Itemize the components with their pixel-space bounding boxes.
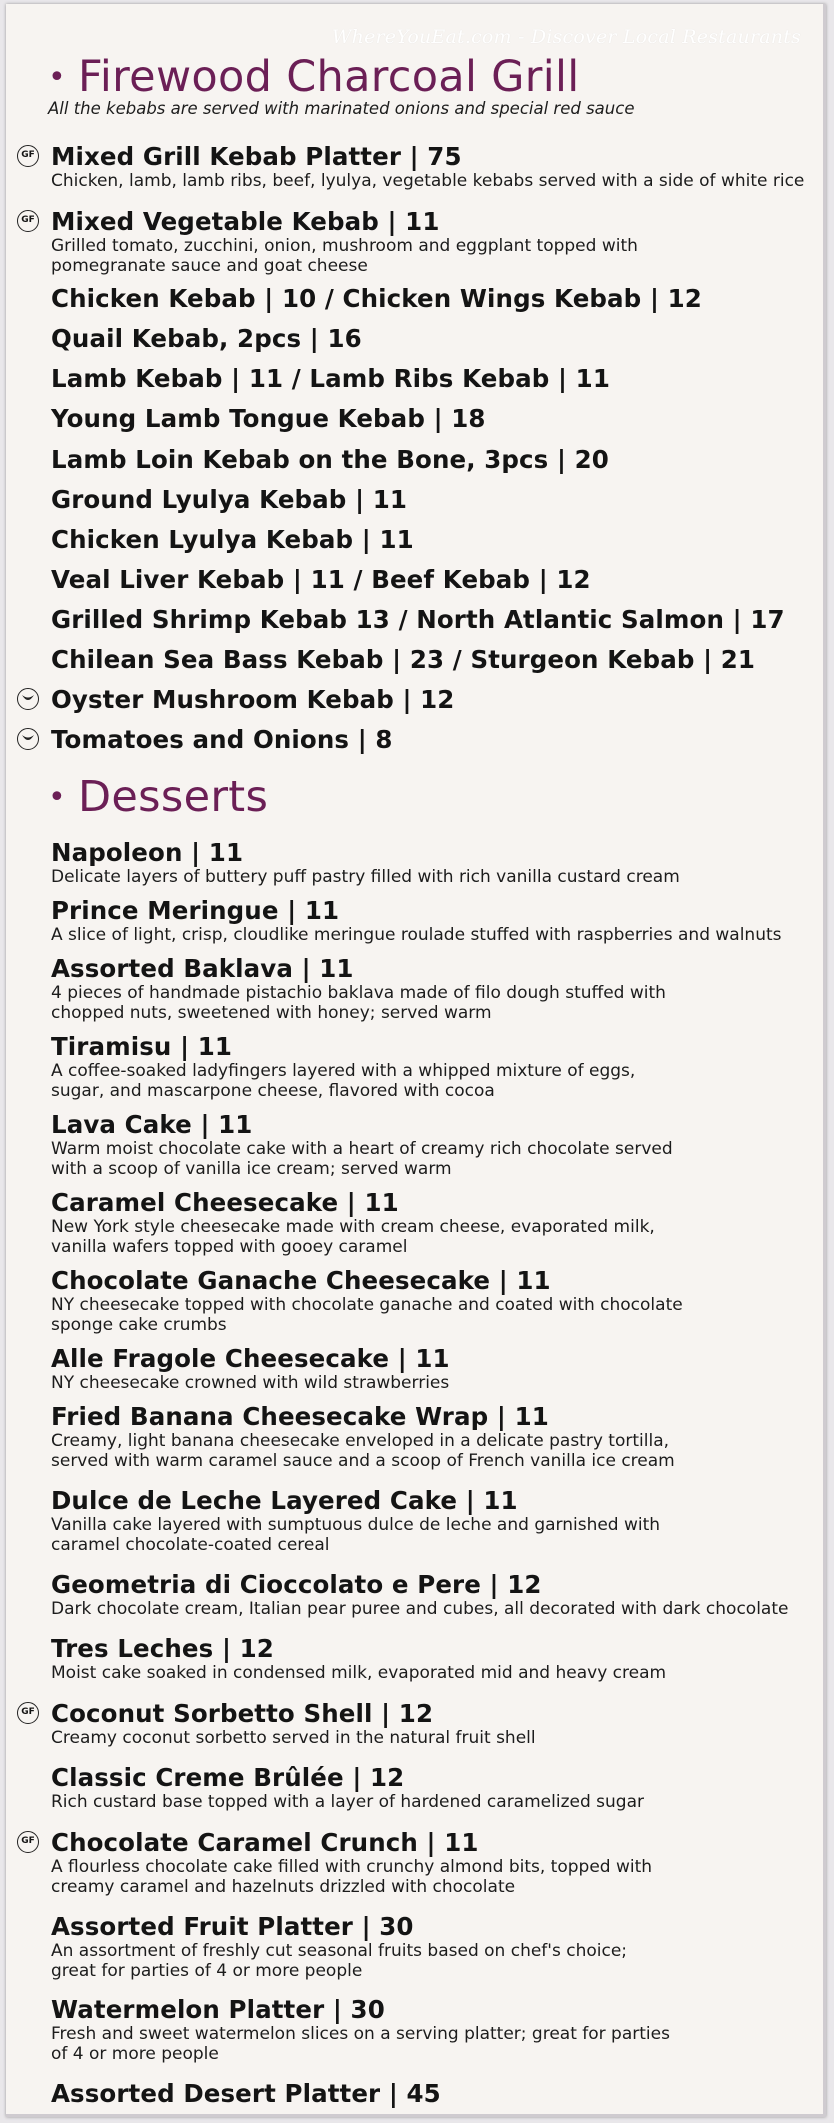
watermark: WhereYouEat.com - Discover Local Restaurants	[331, 26, 801, 48]
menu-item-chicken-lyulya	[51, 525, 813, 554]
menu-item-chicken-kebab	[51, 284, 813, 313]
item-description-line-2: of 4 or more people	[51, 2044, 219, 2064]
item-name: Dulce de Leche Layered Cake | 11	[51, 1486, 518, 1515]
item-name: Chilean Sea Bass Kebab | 23 / Sturgeon Kebab | 21	[51, 645, 756, 674]
menu-item-lava-cake	[51, 1110, 813, 1179]
item-description-line-2: caramel chocolate-coated cereal	[51, 1535, 330, 1555]
item-name: Caramel Cheesecake | 11	[51, 1188, 399, 1217]
item-description-line-2: sugar, and mascarpone cheese, flavored with cocoa	[51, 1081, 495, 1101]
item-name: Assorted Desert Platter | 45	[51, 2079, 441, 2108]
item-description-line-2: pomegranate sauce and goat cheese	[51, 256, 368, 276]
section-subtitle-grill: All the kebabs are served with marinated onions and special red sauce	[48, 99, 635, 118]
item-description: Vanilla cake layered with sumptuous dulce de leche and garnished with	[51, 1515, 661, 1535]
item-description: Fresh and sweet watermelon slices on a serving platter; great for parties	[51, 2024, 670, 2044]
item-description-line-2: great for parties of 4 or more people	[51, 1961, 363, 1981]
item-name: Chocolate Ganache Cheesecake | 11	[51, 1266, 551, 1295]
menu-item-veal-liver	[51, 565, 813, 594]
item-name: Napoleon | 11	[51, 838, 244, 867]
item-name: Fried Banana Cheesecake Wrap | 11	[51, 1402, 549, 1431]
section-title-grill-text: Firewood Charcoal Grill	[78, 52, 580, 102]
item-name: Chicken Lyulya Kebab | 11	[51, 525, 414, 554]
item-description: Delicate layers of buttery puff pastry filled with rich vanilla custard cream	[51, 867, 680, 887]
item-description: A flourless chocolate cake filled with crunchy almond bits, topped with	[51, 1857, 653, 1877]
item-description-line-2: chopped nuts, sweetened with honey; served warm	[51, 1003, 492, 1023]
item-name: Lava Cake | 11	[51, 1110, 253, 1139]
menu-item-creme-brulee	[51, 1763, 813, 1812]
item-description-line-2: sponge cake crumbs	[51, 1315, 227, 1335]
menu-item-mixed-vegetable	[21, 207, 813, 276]
item-name: Lamb Kebab | 11 / Lamb Ribs Kebab | 11	[51, 364, 610, 393]
item-description: A slice of light, crisp, cloudlike meringue roulade stuffed with raspberries and walnuts	[51, 925, 782, 945]
item-name: Grilled Shrimp Kebab 13 / North Atlantic Salmon | 17	[51, 605, 785, 634]
menu-page	[6, 4, 826, 2117]
gluten-free-icon: GF	[17, 1831, 39, 1853]
item-description: NY cheesecake crowned with wild strawberries	[51, 1373, 450, 1393]
item-name: Chicken Kebab | 10 / Chicken Wings Kebab | 12	[51, 284, 702, 313]
menu-item-tiramisu	[51, 1032, 813, 1101]
item-description: Chicken, lamb, lamb ribs, beef, lyulya, vegetable kebabs served with a side of white rice	[51, 171, 805, 191]
gluten-free-icon: GF	[17, 145, 39, 167]
item-description: New York style cheesecake made with cream cheese, evaporated milk,	[51, 1217, 655, 1237]
menu-item-watermelon-platter	[51, 1995, 813, 2064]
menu-item-tomatoes-onions	[51, 725, 813, 754]
section-bullet: •	[48, 60, 66, 95]
item-name: Coconut Sorbetto Shell | 12	[51, 1699, 434, 1728]
item-name: Young Lamb Tongue Kebab | 18	[51, 404, 486, 433]
item-name: Classic Creme Brûlée | 12	[51, 1763, 405, 1792]
item-name: Mixed Grill Kebab Platter | 75	[51, 142, 462, 171]
item-name: Alle Fragole Cheesecake | 11	[51, 1344, 450, 1373]
menu-item-chocolate-caramel-crunch	[21, 1828, 813, 1897]
item-description: 4 pieces of handmade pistachio baklava made of filo dough stuffed with	[51, 983, 666, 1003]
menu-item-caramel-cheesecake	[51, 1188, 813, 1257]
item-description-line-2: vanilla wafers topped with gooey caramel	[51, 1237, 408, 1257]
item-description: NY cheesecake topped with chocolate ganache and coated with chocolate	[51, 1295, 683, 1315]
item-description: Creamy coconut sorbetto served in the natural fruit shell	[51, 1728, 536, 1748]
gluten-free-icon: GF	[17, 1702, 39, 1724]
item-name: Geometria di Cioccolato e Pere | 12	[51, 1570, 542, 1599]
item-name: Quail Kebab, 2pcs | 16	[51, 324, 362, 353]
item-name: Mixed Vegetable Kebab | 11	[51, 207, 440, 236]
item-name: Assorted Baklava | 11	[51, 954, 354, 983]
item-description-line-2: with a scoop of vanilla ice cream; served warm	[51, 1159, 452, 1179]
section-bullet: •	[48, 780, 66, 815]
item-description-line-2: creamy caramel and hazelnuts drizzled with chocolate	[51, 1877, 516, 1897]
item-description: Grilled tomato, zucchini, onion, mushroom and eggplant topped with	[51, 236, 638, 256]
menu-item-prince-meringue	[51, 896, 813, 945]
menu-item-lamb-loin	[51, 445, 813, 474]
item-name: Assorted Fruit Platter | 30	[51, 1912, 414, 1941]
vegan-leaf-icon	[17, 688, 39, 710]
menu-item-chilean-sea-bass	[51, 645, 813, 674]
section-title-desserts-text: Desserts	[78, 772, 269, 822]
item-name: Tomatoes and Onions | 8	[51, 725, 393, 754]
menu-item-ground-lyulya	[51, 485, 813, 514]
menu-item-assorted-baklava	[51, 954, 813, 1023]
menu-item-alle-fragole	[51, 1344, 813, 1393]
menu-item-tres-leches	[51, 1634, 813, 1683]
item-name: Veal Liver Kebab | 11 / Beef Kebab | 12	[51, 565, 591, 594]
menu-item-mixed-grill	[21, 142, 813, 191]
item-name: Tiramisu | 11	[51, 1032, 233, 1061]
item-description: A coffee-soaked ladyfingers layered with a whipped mixture of eggs,	[51, 1061, 636, 1081]
item-name: Oyster Mushroom Kebab | 12	[51, 685, 455, 714]
menu-item-oyster-mushroom	[51, 685, 813, 714]
item-name: Chocolate Caramel Crunch | 11	[51, 1828, 479, 1857]
item-name: Watermelon Platter | 30	[51, 1995, 385, 2024]
item-description: Rich custard base topped with a layer of hardened caramelized sugar	[51, 1792, 644, 1812]
item-description: An assortment of freshly cut seasonal fruits based on chef's choice;	[51, 1941, 627, 1961]
item-description-line-2: served with warm caramel sauce and a scoop of French vanilla ice cream	[51, 1451, 675, 1471]
menu-item-lamb-kebab	[51, 364, 813, 393]
menu-item-quail-kebab	[51, 324, 813, 353]
item-name: Prince Meringue | 11	[51, 896, 340, 925]
menu-item-geometria-cioccolato	[51, 1570, 813, 1619]
item-description: Warm moist chocolate cake with a heart of creamy rich chocolate served	[51, 1139, 673, 1159]
item-name: Tres Leches | 12	[51, 1634, 274, 1663]
menu-item-lamb-tongue	[51, 404, 813, 433]
gluten-free-icon: GF	[17, 210, 39, 232]
menu-item-desert-platter	[51, 2079, 813, 2108]
menu-item-napoleon	[51, 838, 813, 887]
menu-item-grilled-shrimp	[51, 605, 813, 634]
menu-item-chocolate-ganache-cheesecake	[51, 1266, 813, 1335]
item-name: Ground Lyulya Kebab | 11	[51, 485, 408, 514]
menu-item-dulce-de-leche	[51, 1486, 813, 1555]
section-title-desserts	[48, 772, 268, 822]
menu-item-fried-banana-wrap	[51, 1402, 813, 1471]
item-description: Moist cake soaked in condensed milk, evaporated mid and heavy cream	[51, 1663, 667, 1683]
vegan-leaf-icon	[17, 728, 39, 750]
section-title-grill	[48, 52, 580, 102]
item-name: Lamb Loin Kebab on the Bone, 3pcs | 20	[51, 445, 609, 474]
menu-item-fruit-platter	[51, 1912, 813, 1981]
item-description: Dark chocolate cream, Italian pear puree and cubes, all decorated with dark chocolate	[51, 1599, 789, 1619]
menu-item-coconut-sorbetto	[21, 1699, 813, 1748]
item-description: Creamy, light banana cheesecake enveloped in a delicate pastry tortilla,	[51, 1431, 670, 1451]
